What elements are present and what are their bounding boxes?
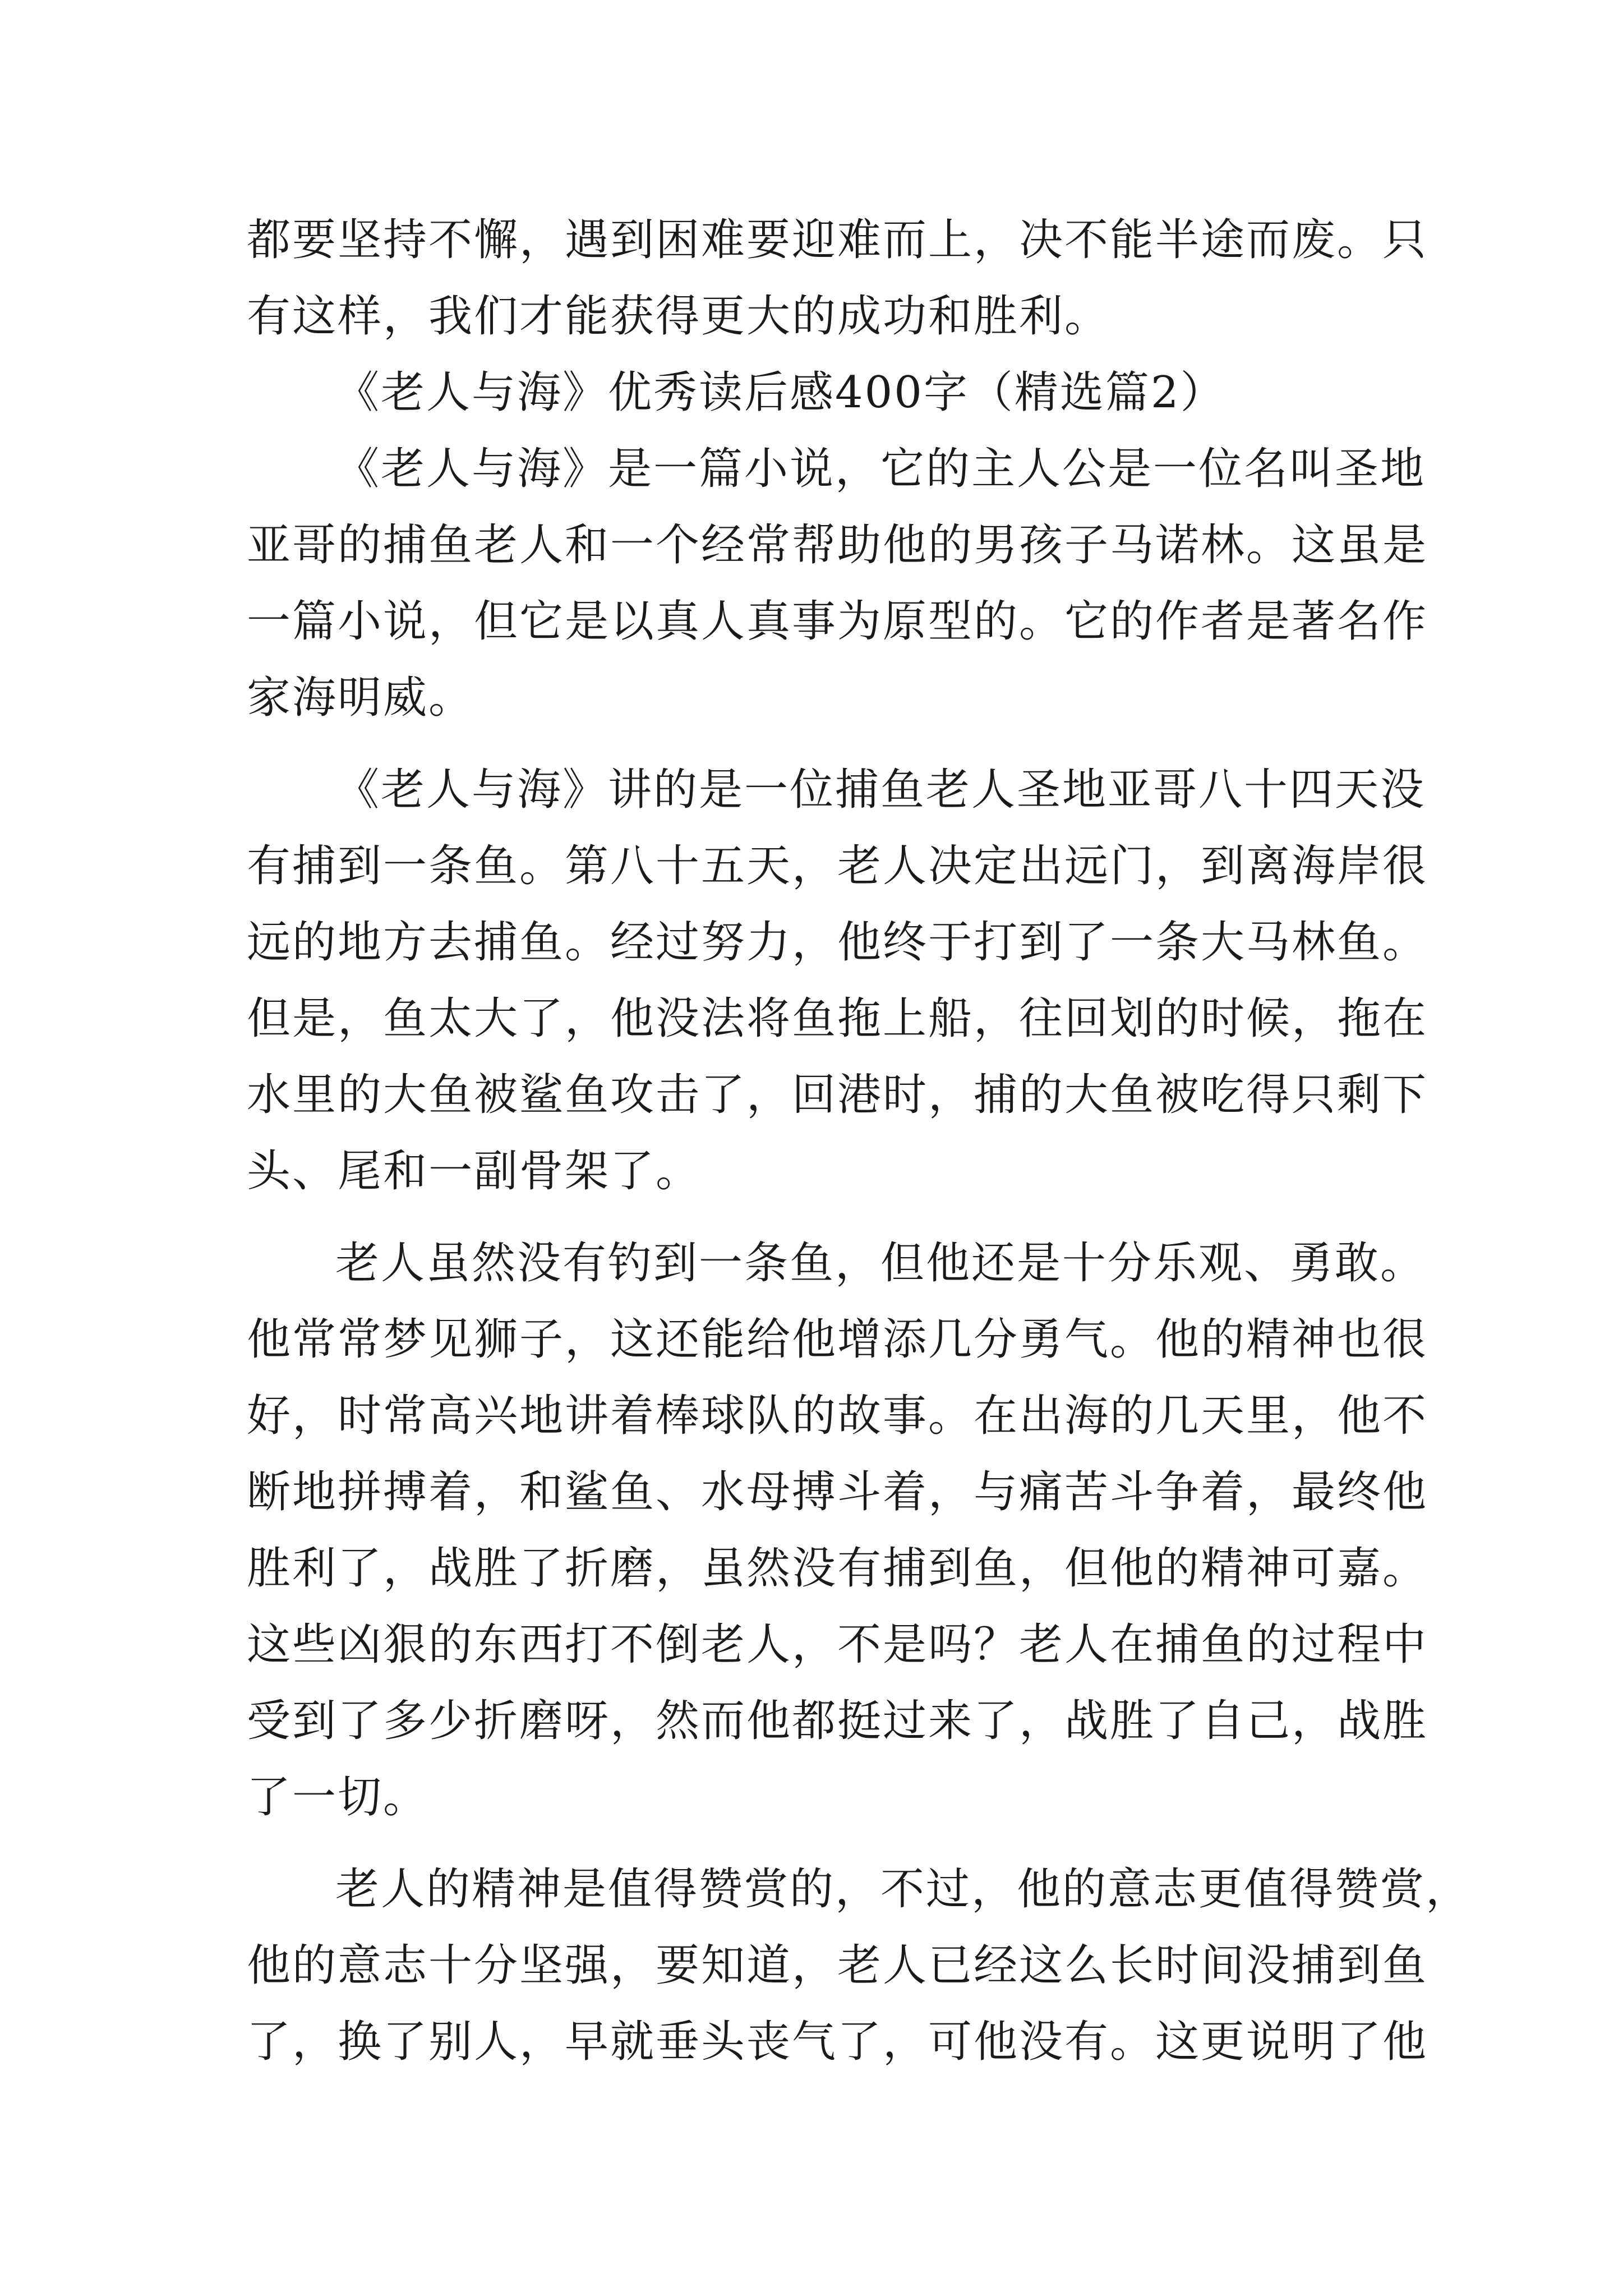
paragraph-plot	[247, 752, 1428, 1209]
text-line: 胜利了，战胜了折磨，虽然没有捕到鱼，但他的精神可嘉。	[247, 1543, 1428, 1594]
section-heading: 《老人与海》优秀读后感400字（精选篇2）	[335, 367, 1226, 418]
paragraph-continued	[247, 202, 1428, 355]
text-line: 这些凶狠的东西打不倒老人，不是吗？老人在捕鱼的过程中	[247, 1619, 1428, 1670]
text-line: 他的意志十分坚强，要知道，老人已经这么长时间没捕到鱼	[247, 1940, 1428, 1991]
text-line: 水里的大鱼被鲨鱼攻击了，回港时，捕的大鱼被吃得只剩下	[247, 1070, 1428, 1120]
text-line: 老人虽然没有钓到一条鱼，但他还是十分乐观、勇敢。	[335, 1238, 1426, 1289]
paragraph-intro	[247, 431, 1428, 736]
paragraph-will	[247, 1851, 1472, 2080]
text-line: 他常常梦见狮子，这还能给他增添几分勇气。他的精神也很	[247, 1314, 1428, 1365]
text-line: 亚哥的捕鱼老人和一个经常帮助他的男孩子马诺林。这虽是	[247, 520, 1428, 570]
text-line: 都要坚持不懈，遇到困难要迎难而上，决不能半途而废。只	[247, 215, 1428, 265]
text-line: 一篇小说，但它是以真人真事为原型的。它的作者是著名作	[247, 596, 1428, 647]
text-line: 远的地方去捕鱼。经过努力，他终于打到了一条大马林鱼。	[247, 917, 1428, 968]
text-line: 但是，鱼太大了，他没法将鱼拖上船，往回划的时候，拖在	[247, 993, 1428, 1044]
text-line: 受到了多少折磨呀，然而他都挺过来了，战胜了自己，战胜	[247, 1696, 1428, 1746]
paragraph-spirit	[247, 1225, 1428, 1835]
text-line: 有捕到一条鱼。第八十五天，老人决定出远门，到离海岸很	[247, 841, 1428, 891]
text-line: 家海明威。	[247, 673, 474, 723]
text-line: 头、尾和一副骨架了。	[247, 1146, 702, 1197]
text-line: 了，换了别人，早就垂头丧气了，可他没有。这更说明了他	[247, 2017, 1428, 2067]
text-line: 老人的精神是值得赞赏的，不过，他的意志更值得赞赏，	[335, 1864, 1472, 1915]
document-body	[247, 202, 1472, 2080]
text-line: 断地拼搏着，和鲨鱼、水母搏斗着，与痛苦斗争着，最终他	[247, 1467, 1428, 1517]
text-line: 《老人与海》是一篇小说，它的主人公是一位名叫圣地	[335, 444, 1426, 494]
text-line: 好，时常高兴地讲着棒球队的故事。在出海的几天里，他不	[247, 1391, 1428, 1441]
text-line: 有这样，我们才能获得更大的成功和胜利。	[247, 291, 1110, 342]
text-line: 了一切。	[247, 1772, 429, 1823]
text-line: 《老人与海》讲的是一位捕鱼老人圣地亚哥八十四天没	[335, 765, 1426, 815]
